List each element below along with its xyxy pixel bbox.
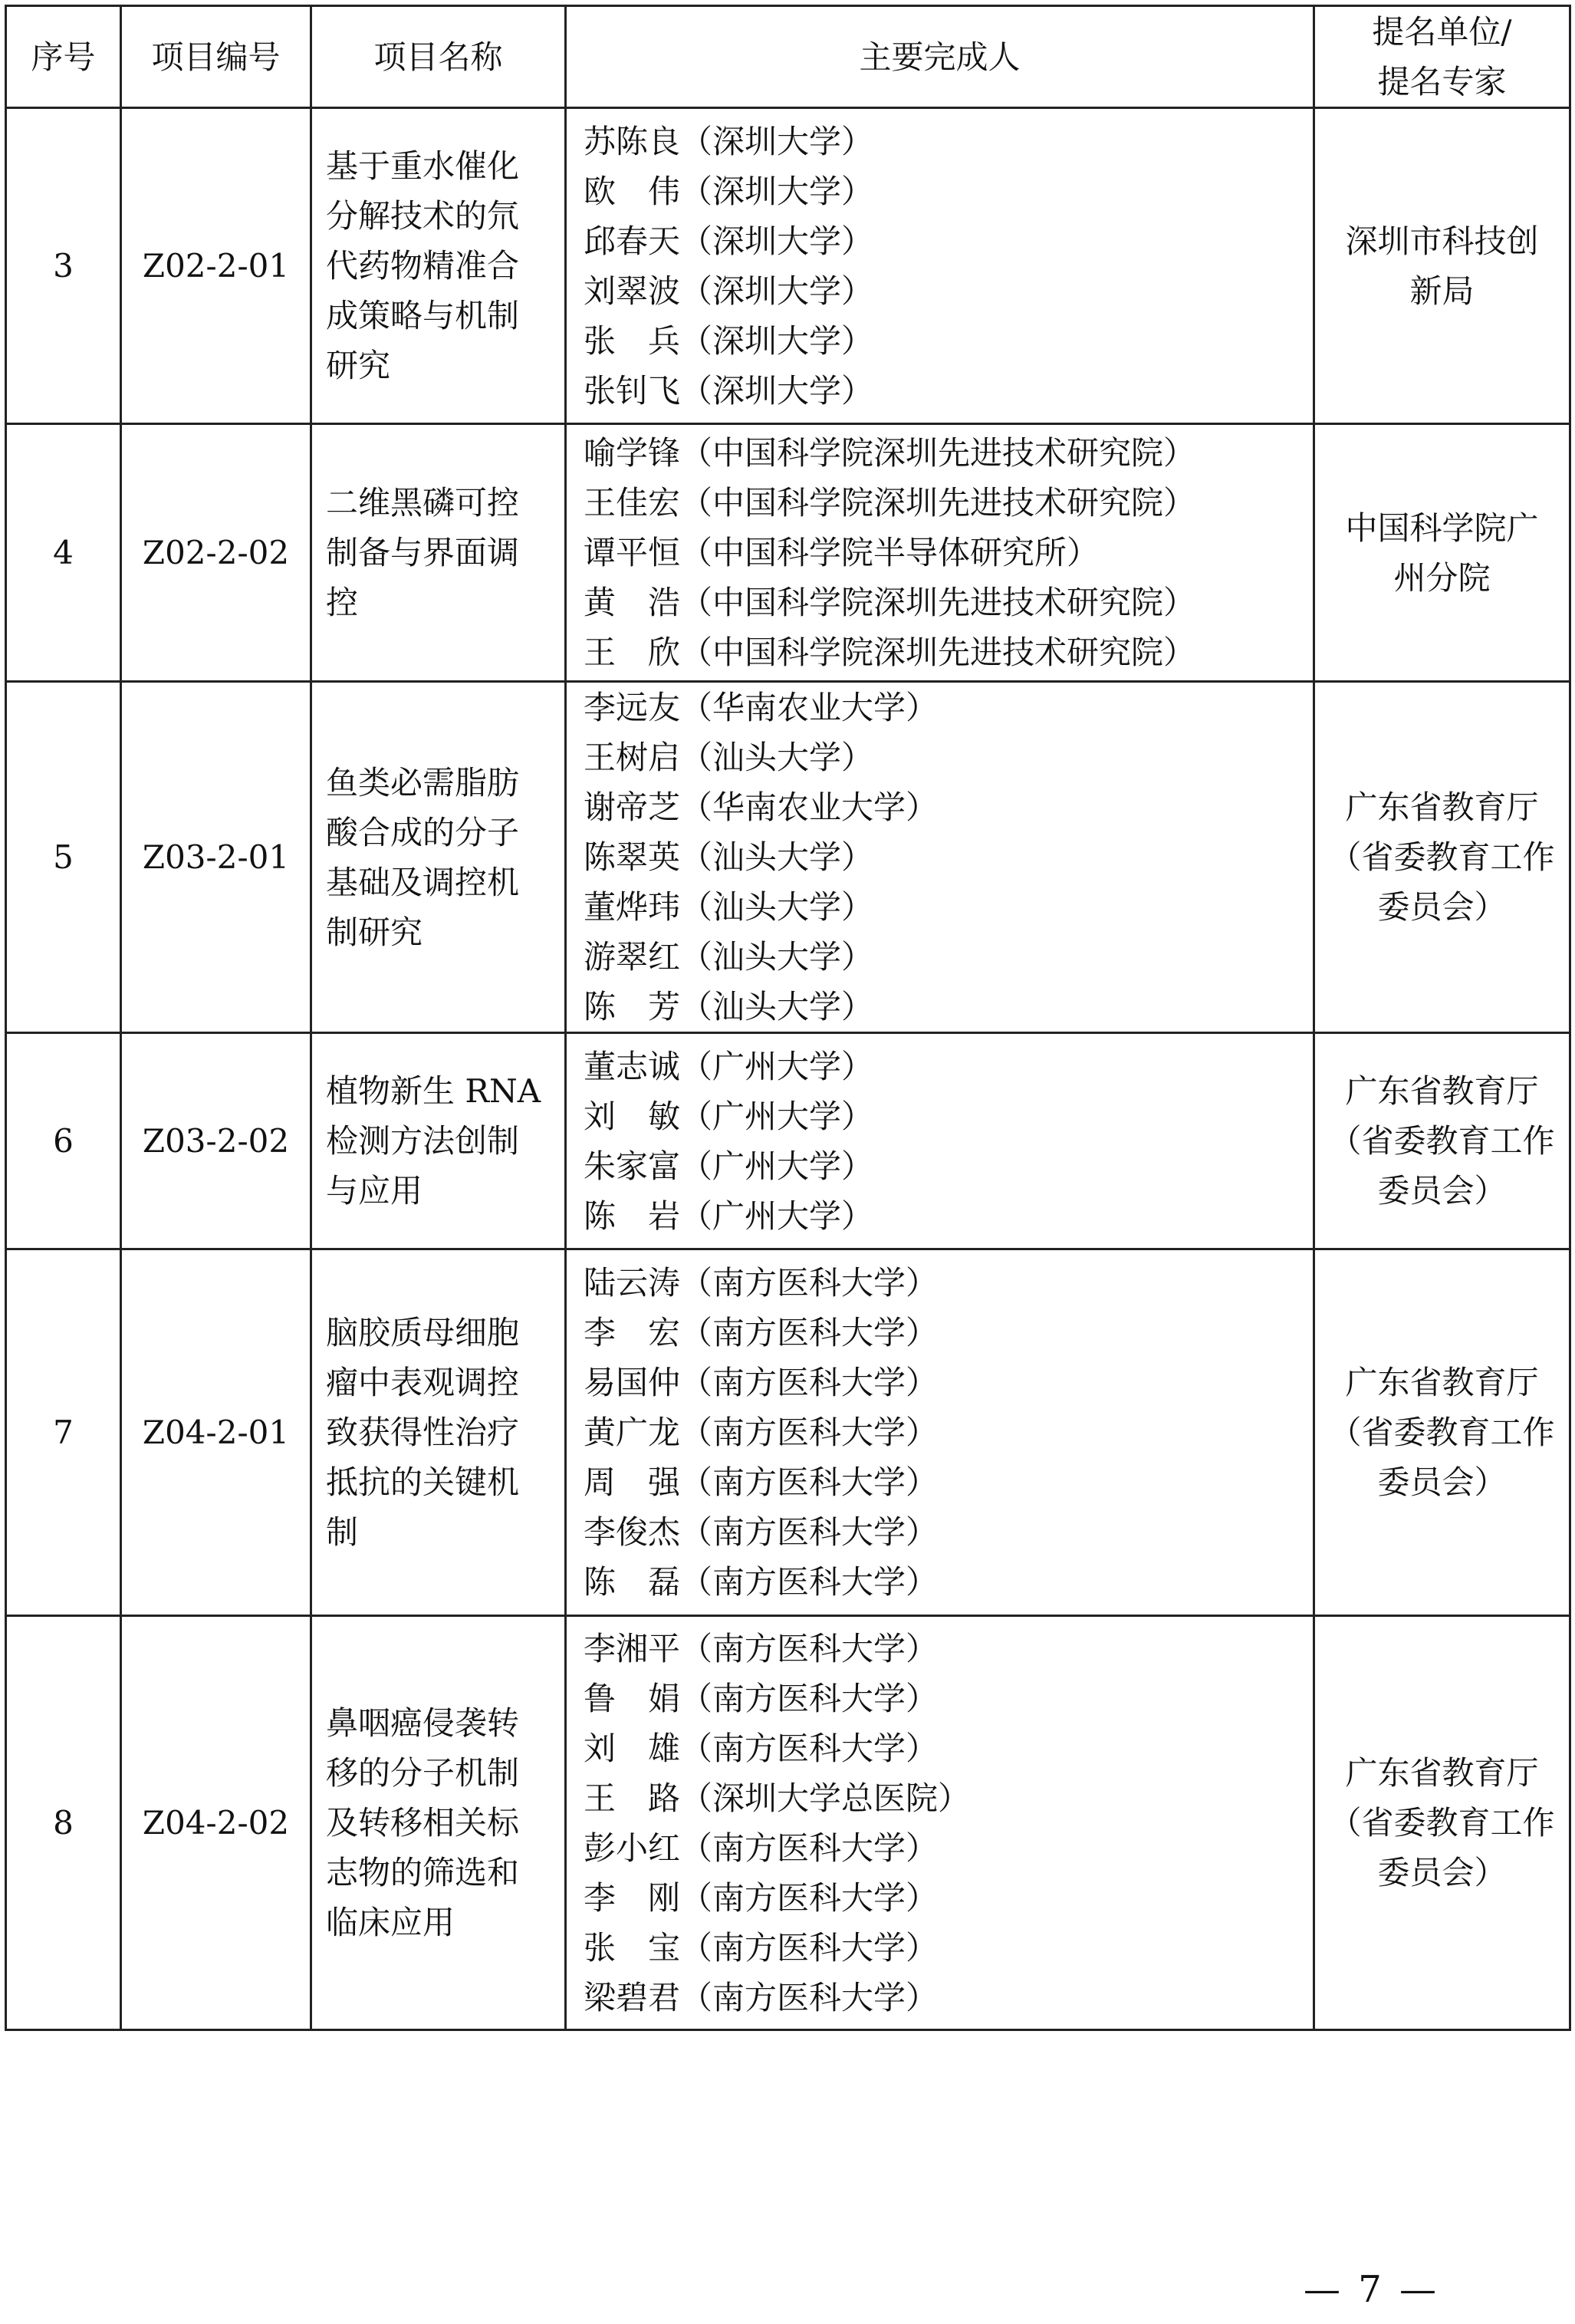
- cell-project-code: Z02-2-01: [121, 108, 311, 424]
- nominating-unit-line: 委员会）: [1377, 888, 1507, 926]
- contributor-entry: 刘 敏（广州大学）: [584, 1097, 874, 1135]
- table-body: [6, 108, 1570, 2030]
- cell-project-name: [311, 1033, 566, 1249]
- header-no: 序号: [6, 6, 121, 108]
- contributor-entry: 黄广龙（南方医科大学）: [584, 1414, 939, 1451]
- cell-main-contributors: [566, 108, 1314, 424]
- cell-main-contributors: [566, 1249, 1314, 1616]
- contributor-entry: 董志诚（广州大学）: [584, 1047, 874, 1085]
- project-name-line: 及转移相关标: [326, 1804, 520, 1842]
- nominating-unit-line: 中国科学院广: [1345, 509, 1539, 547]
- table-row: [6, 1616, 1570, 2030]
- project-name-line: 移的分子机制: [326, 1754, 520, 1792]
- contributor-entry: 谭平恒（中国科学院半导体研究所）: [584, 534, 1100, 571]
- cell-project-code: Z03-2-02: [121, 1033, 311, 1249]
- header-people: 主要完成人: [566, 6, 1314, 108]
- table-header: [6, 6, 1570, 108]
- contributor-entry: 李远友（华南农业大学）: [584, 689, 939, 726]
- cell-project-code: Z04-2-02: [121, 1616, 311, 2030]
- cell-nominating-unit: [1314, 108, 1570, 424]
- project-name-line: 抵抗的关键机: [326, 1463, 520, 1501]
- contributor-entry: 李俊杰（南方医科大学）: [584, 1513, 939, 1551]
- cell-number: 6: [6, 1033, 121, 1249]
- cell-nominating-unit: [1314, 1249, 1570, 1616]
- contributor-entry: 欧 伟（深圳大学）: [584, 172, 874, 210]
- contributor-entry: 梁碧君（南方医科大学）: [584, 1978, 939, 2016]
- project-name-line: 瘤中表观调控: [326, 1364, 520, 1401]
- header-name: 项目名称: [311, 6, 566, 108]
- nominating-unit-line: 广东省教育厅: [1345, 1364, 1539, 1401]
- project-name-line: 基础及调控机: [326, 863, 520, 901]
- contributor-entry: 刘 雄（南方医科大学）: [584, 1729, 939, 1767]
- nominating-unit-line: （省委教育工作: [1329, 1804, 1555, 1842]
- cell-main-contributors: [566, 424, 1314, 682]
- nominating-unit-line: 深圳市科技创: [1345, 222, 1539, 260]
- contributor-entry: 彭小红（南方医科大学）: [584, 1829, 939, 1867]
- contributor-entry: 周 强（南方医科大学）: [584, 1463, 939, 1501]
- cell-number: 4: [6, 424, 121, 682]
- contributor-entry: 易国仲（南方医科大学）: [584, 1364, 939, 1401]
- header-code: 项目编号: [121, 6, 311, 108]
- table-row: [6, 1033, 1570, 1249]
- nominating-unit-line: 广东省教育厅: [1345, 788, 1539, 826]
- page-number: — 7 —: [1304, 2268, 1440, 2311]
- cell-project-name: [311, 682, 566, 1033]
- cell-number: 5: [6, 682, 121, 1033]
- project-name-line: 制研究: [326, 913, 423, 951]
- cell-main-contributors: [566, 1033, 1314, 1249]
- cell-number: 3: [6, 108, 121, 424]
- cell-main-contributors: [566, 682, 1314, 1033]
- contributor-entry: 刘翠波（深圳大学）: [584, 272, 874, 310]
- project-name-line: 鼻咽癌侵袭转: [326, 1704, 520, 1742]
- cell-project-code: Z02-2-02: [121, 424, 311, 682]
- contributor-entry: 喻学锋（中国科学院深圳先进技术研究院）: [584, 434, 1196, 472]
- contributor-entry: 陆云涛（南方医科大学）: [584, 1264, 939, 1302]
- contributor-entry: 邱春天（深圳大学）: [584, 222, 874, 260]
- header-nominator-line: 提名单位/: [1372, 13, 1512, 51]
- cell-number: 7: [6, 1249, 121, 1616]
- contributor-entry: 陈翠英（汕头大学）: [584, 838, 874, 876]
- contributor-entry: 张钊飞（深圳大学）: [584, 371, 874, 410]
- cell-project-name: [311, 108, 566, 424]
- project-name-line: 研究: [326, 347, 391, 384]
- project-name-line: 检测方法创制: [326, 1122, 520, 1160]
- cell-nominating-unit: [1314, 1033, 1570, 1249]
- nominating-unit-line: （省委教育工作: [1329, 838, 1555, 876]
- project-name-line: 植物新生 RNA: [326, 1072, 541, 1110]
- nominating-unit-line: 州分院: [1393, 558, 1491, 597]
- header-nominator: [1314, 6, 1570, 108]
- project-name-line: 鱼类必需脂肪: [326, 763, 520, 802]
- cell-main-contributors: [566, 1616, 1314, 2030]
- contributor-entry: 李 宏（南方医科大学）: [584, 1314, 939, 1351]
- nominating-unit-line: 广东省教育厅: [1345, 1072, 1539, 1110]
- contributor-entry: 李湘平（南方医科大学）: [584, 1629, 939, 1667]
- cell-nominating-unit: [1314, 1616, 1570, 2030]
- table-row: [6, 108, 1570, 424]
- project-name-line: 与应用: [326, 1172, 423, 1210]
- project-name-line: 基于重水催化: [326, 147, 520, 185]
- project-name-line: 脑胶质母细胞: [326, 1314, 520, 1351]
- contributor-entry: 朱家富（广州大学）: [584, 1147, 874, 1185]
- nominating-unit-line: 委员会）: [1377, 1854, 1507, 1891]
- contributor-entry: 游翠红（汕头大学）: [584, 938, 874, 976]
- contributor-entry: 陈 岩（广州大学）: [584, 1197, 874, 1235]
- contributor-entry: 苏陈良（深圳大学）: [584, 122, 874, 160]
- cell-nominating-unit: [1314, 424, 1570, 682]
- nominating-unit-line: （省委教育工作: [1329, 1414, 1555, 1451]
- header-nominator-line: 提名专家: [1377, 63, 1507, 100]
- nominating-unit-line: （省委教育工作: [1329, 1122, 1555, 1160]
- table-row: [6, 682, 1570, 1033]
- contributor-entry: 黄 浩（中国科学院深圳先进技术研究院）: [584, 584, 1196, 621]
- nominating-unit-line: 新局: [1409, 272, 1475, 310]
- contributor-entry: 鲁 娟（南方医科大学）: [584, 1679, 939, 1717]
- contributor-entry: 陈 磊（南方医科大学）: [584, 1563, 939, 1601]
- contributor-entry: 王佳宏（中国科学院深圳先进技术研究院）: [584, 484, 1196, 522]
- nominating-unit-line: 广东省教育厅: [1345, 1754, 1539, 1792]
- project-name-line: 致获得性治疗: [326, 1414, 520, 1451]
- project-name-line: 分解技术的氘: [326, 197, 520, 235]
- table-row: [6, 1249, 1570, 1616]
- cell-nominating-unit: [1314, 682, 1570, 1033]
- cell-project-code: Z03-2-01: [121, 682, 311, 1033]
- contributor-entry: 王树启（汕头大学）: [584, 739, 874, 776]
- nominating-unit-line: 委员会）: [1377, 1463, 1507, 1501]
- contributor-entry: 谢帝芝（华南农业大学）: [584, 788, 939, 826]
- contributor-entry: 王 欣（中国科学院深圳先进技术研究院）: [584, 634, 1196, 671]
- contributor-entry: 董烨玮（汕头大学）: [584, 888, 874, 926]
- project-name-line: 代药物精准合: [326, 247, 520, 285]
- header-row: [6, 6, 1570, 108]
- cell-number: 8: [6, 1616, 121, 2030]
- project-name-line: 临床应用: [326, 1904, 455, 1941]
- cell-project-name: [311, 424, 566, 682]
- nominating-unit-line: 委员会）: [1377, 1172, 1507, 1210]
- table-row: [6, 424, 1570, 682]
- cell-project-code: Z04-2-01: [121, 1249, 311, 1616]
- contributor-entry: 王 路（深圳大学总医院）: [584, 1779, 971, 1817]
- contributor-entry: 张 兵（深圳大学）: [584, 321, 874, 360]
- contributor-entry: 李 刚（南方医科大学）: [584, 1878, 939, 1917]
- contributor-entry: 张 宝（南方医科大学）: [584, 1928, 939, 1967]
- cell-project-name: [311, 1249, 566, 1616]
- project-name-line: 酸合成的分子: [326, 813, 520, 851]
- award-project-table: [5, 5, 1571, 2031]
- project-name-line: 制: [326, 1513, 359, 1551]
- project-name-line: 控: [326, 584, 359, 621]
- cell-project-name: [311, 1616, 566, 2030]
- project-name-line: 制备与界面调: [326, 534, 520, 571]
- project-name-line: 二维黑磷可控: [326, 484, 520, 522]
- contributor-entry: 陈 芳（汕头大学）: [584, 988, 874, 1025]
- project-name-line: 成策略与机制: [326, 297, 520, 334]
- project-name-line: 志物的筛选和: [326, 1854, 520, 1891]
